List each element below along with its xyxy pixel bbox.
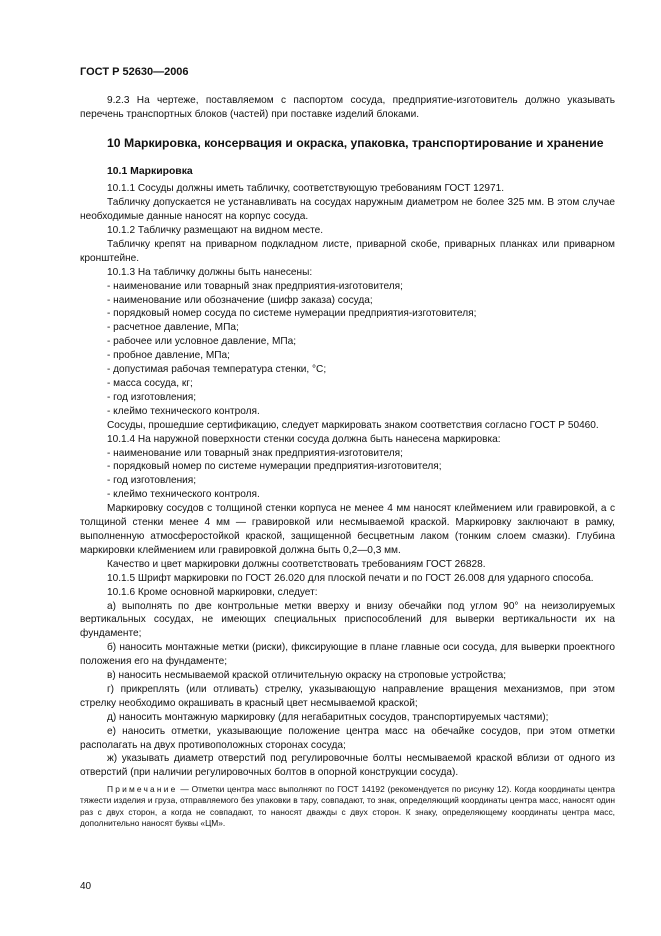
paragraph-10-1-5: 10.1.5 Шрифт маркировки по ГОСТ 26.020 для плоской печати и по ГОСТ 26.008 для ударного способа. (107, 572, 594, 584)
paragraph-marking-quality: Качество и цвет маркировки должны соответствовать требованиям ГОСТ 26828. (107, 558, 486, 570)
paragraph-10-1-2b: Табличку крепят на приварном подкладном листе, приварной скобе, приварных планках или приварном кронштейне. (80, 238, 615, 264)
paragraph-certification: Сосуды, прошедшие сертификацию, следует маркировать знаком соответствия согласно ГОСТ Р 50460. (107, 419, 599, 431)
list-item: - год изготовления; (107, 391, 197, 403)
list-item: - рабочее или условное давление, МПа; (107, 336, 297, 348)
paragraph-10-1-1b: Табличку допускается не устанавливать на сосудах наружным диаметром не более 325 мм. В этом случае необходимые данные наносят на корпус сосуда. (80, 197, 615, 223)
list-item: а) выполнять по две контрольные метки вверху и внизу обечайки под углом 90° на неизолируемых вертикальных сосудах, не имеющих специальных приспособлений для выверки вертикальности их на фундаменте; (80, 600, 615, 640)
paragraph-10-1-2: 10.1.2 Табличку размещают на видном месте. (107, 225, 324, 237)
list-item: г) прикреплять (или отливать) стрелку, указывающую направление вращения механизмов, при этом стрелку необходимо окрашивать в красный цвет несмываемой краской; (80, 683, 615, 709)
list-item: - расчетное давление, МПа; (107, 322, 239, 334)
list-item: - год изготовления; (107, 475, 197, 487)
note (80, 784, 615, 829)
paragraph-10-1-4: 10.1.4 На наружной поверхности стенки сосуда должна быть нанесена маркировка: (107, 433, 501, 445)
surface-marking-list (80, 447, 615, 503)
paragraph-9-2-3: 9.2.3 На чертеже, поставляемом с паспортом сосуда, предприятие-изготовитель должно указывать перечень транспортных блоков (частей) при поставке изделий блоками. (80, 95, 615, 120)
page-body (80, 94, 615, 829)
paragraph-10-1-3: 10.1.3 На табличку должны быть нанесены: (107, 266, 313, 278)
note-label: Примечание (107, 784, 178, 795)
note-text: — Отметки центра масс выполняют по ГОСТ 14192 (рекомендуется по рисунку 12). Когда координаты центра тяжести изделия и груза, отправляемого без упаковки в тару, совпадают, то знак, определяющий координаты центра масс, наносят один раз с двух сторон, а когда не совпадают, то наносят дважды с двух сторон. К знаку, определяющему координаты центра масс, дополнительно наносят буквы «ЦМ». (80, 784, 615, 828)
paragraph-marking-method: Маркировку сосудов с толщиной стенки корпуса не менее 4 мм наносят клеймением или гравировкой, а с толщиной стенки менее 4 мм — гравировкой или несмываемой краской. Маркировку заключают в рамку, выполненную атмосферостойкой краской, защищенной бесцветным лаком (тонким слоем смазки). Глубина маркировки клеймением или гравировкой должна быть 0,2—0,3 мм. (80, 503, 615, 556)
additional-marking-list (80, 600, 615, 781)
plate-data-list (80, 280, 615, 419)
list-item: - наименование или товарный знак предприятия-изготовителя; (107, 447, 403, 459)
page-number: 40 (80, 881, 92, 892)
list-item: е) наносить отметки, указывающие положение центра масс на обечайке сосудов, при этом отметки располагать на двух противоположных сторонах сосуда; (80, 725, 615, 751)
list-item: д) наносить монтажную маркировку (для негабаритных сосудов, транспортируемых частями); (107, 711, 549, 723)
list-item: - пробное давление, МПа; (107, 350, 230, 362)
list-item: ж) указывать диаметр отверстий под регулировочные болты несмываемой краской вблизи от одного из отверстий (при наличии регулировочных болтов в опорной конструкции сосуда). (80, 753, 615, 779)
list-item: - порядковый номер по системе нумерации предприятия-изготовителя; (107, 461, 442, 473)
subsection-title: 10.1 Маркировка (107, 166, 193, 178)
list-item: - порядковый номер сосуда по системе нумерации предприятия-изготовителя; (107, 308, 477, 320)
document-header: ГОСТ Р 52630—2006 (80, 66, 189, 78)
list-item: в) наносить несмываемой краской отличительную окраску на строповые устройства; (107, 670, 507, 682)
list-item: - масса сосуда, кг; (107, 378, 193, 389)
list-item: - допустимая рабочая температура стенки, °С; (107, 364, 327, 376)
section-title: 10 Маркировка, консервация и окраска, упаковка, транспортирование и хранение (107, 135, 604, 150)
list-item: - наименование или обозначение (шифр заказа) сосуда; (107, 294, 373, 306)
list-item: - клеймо технического контроля. (107, 489, 260, 501)
paragraph-10-1-6: 10.1.6 Кроме основной маркировки, следует: (107, 586, 318, 598)
paragraph-10-1-1: 10.1.1 Сосуды должны иметь табличку, соответствующую требованиям ГОСТ 12971. (107, 183, 505, 195)
list-item: - наименование или товарный знак предприятия-изготовителя; (107, 280, 403, 292)
list-item: - клеймо технического контроля. (107, 405, 260, 417)
list-item: б) наносить монтажные метки (риски), фиксирующие в плане главные оси сосуда, для выверки проектного положения его на фундаменте; (80, 642, 615, 668)
